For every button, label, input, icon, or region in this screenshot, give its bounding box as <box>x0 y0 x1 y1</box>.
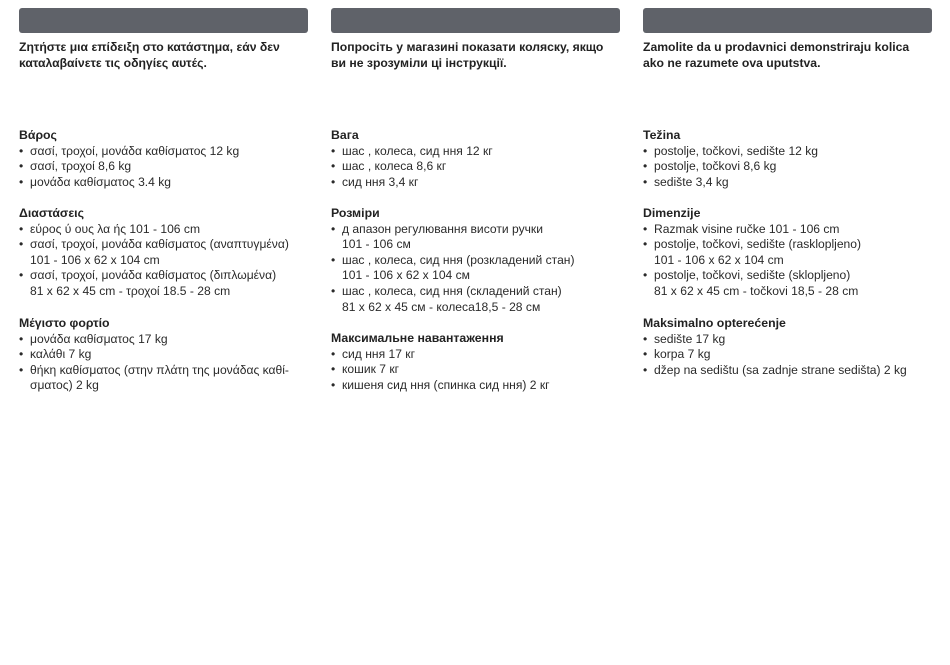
list-item: • шас , колеса, сид ння (складений стан) 81 x 62 x 45 cм - колеса18,5 - 28 cм <box>331 284 631 315</box>
intro-text: Попросіть у магазині показати коляску, якщо ви не зрозуміли ці інструкції. <box>331 40 604 70</box>
weight-section <box>19 128 319 190</box>
list-item: • σασί, τροχοί 8,6 kg <box>19 159 319 175</box>
list-item: • σασί, τροχοί, μονάδα καθίσματος (διπλωμένα) 81 x 62 x 45 cm - τροχοί 18.5 - 28 cm <box>19 268 319 299</box>
list-item: • Razmak visine ručke 101 - 106 cm <box>643 222 943 238</box>
intro-text: Zamolite da u prodavnici demonstriraju kolica ako ne razumete ova uputstva. <box>643 40 910 70</box>
weight-section <box>331 128 631 190</box>
intro-text: Ζητήστε μια επίδειξη στο κατάστημα, εάν δεν καταλαβαίνετε τις οδηγίες αυτές. <box>19 40 280 70</box>
section-title: Розміри <box>331 206 380 220</box>
header-bar <box>19 8 308 33</box>
section-title: Вага <box>331 128 359 142</box>
list-item: • postolje, točkovi, sedište 12 kg <box>643 144 943 160</box>
dimensions-section <box>331 206 631 315</box>
list-item: • džep na sedištu (sa zadnje strane sedišta) 2 kg <box>643 363 943 379</box>
list-item: • д апазон регулювання висоти ручки 101 - 106 см <box>331 222 631 253</box>
list-item: • сид ння 3,4 кг <box>331 175 631 191</box>
header-bar <box>643 8 932 33</box>
section-title: Dimenzije <box>643 206 701 220</box>
weight-section <box>643 128 943 190</box>
list-item: • μονάδα καθίσματος 3.4 kg <box>19 175 319 191</box>
dimensions-section <box>19 206 319 300</box>
list-item: • σασί, τροχοί, μονάδα καθίσματος (αναπτυγμένα) 101 - 106 x 62 x 104 cm <box>19 237 319 268</box>
list-item: • сид ння 17 кг <box>331 347 631 363</box>
header-bar <box>331 8 620 33</box>
list-item: • σασί, τροχοί, μονάδα καθίσματος 12 kg <box>19 144 319 160</box>
list-item: • sedište 3,4 kg <box>643 175 943 191</box>
max-load-section <box>19 316 319 394</box>
list-item: • шас , колеса, сид ння 12 кг <box>331 144 631 160</box>
max-load-section <box>331 331 631 393</box>
list-item: • sedište 17 kg <box>643 332 943 348</box>
list-item: • μονάδα καθίσματος 17 kg <box>19 332 319 348</box>
section-title: Težina <box>643 128 681 142</box>
section-title: Максимальне навантаження <box>331 331 504 345</box>
list-item: • korpa 7 kg <box>643 347 943 363</box>
list-item: • postolje, točkovi 8,6 kg <box>643 159 943 175</box>
dimensions-section <box>643 206 943 300</box>
list-item: • кошик 7 кг <box>331 362 631 378</box>
list-item: • θήκη καθίσματος (στην πλάτη της μονάδας καθί- σματος) 2 kg <box>19 363 319 394</box>
list-item: • postolje, točkovi, sedište (rasklopljeno) 101 - 106 x 62 x 104 cm <box>643 237 943 268</box>
list-item: • шас , колеса 8,6 кг <box>331 159 631 175</box>
section-title: Maksimalno opterećenje <box>643 316 786 330</box>
max-load-section <box>643 316 943 378</box>
section-title: Μέγιστο φορτίο <box>19 316 110 330</box>
list-item: • εύρος ύ ους λα ής 101 - 106 cm <box>19 222 319 238</box>
list-item: • καλάθι 7 kg <box>19 347 319 363</box>
list-item: • кишеня сид ння (спинка сид ння) 2 кг <box>331 378 631 394</box>
list-item: • шас , колеса, сид ння (розкладений стан) 101 - 106 x 62 x 104 cм <box>331 253 631 284</box>
section-title: Διαστάσεις <box>19 206 84 220</box>
list-item: • postolje, točkovi, sedište (sklopljeno) 81 x 62 x 45 cm - točkovi 18,5 - 28 cm <box>643 268 943 299</box>
section-title: Βάρος <box>19 128 57 142</box>
